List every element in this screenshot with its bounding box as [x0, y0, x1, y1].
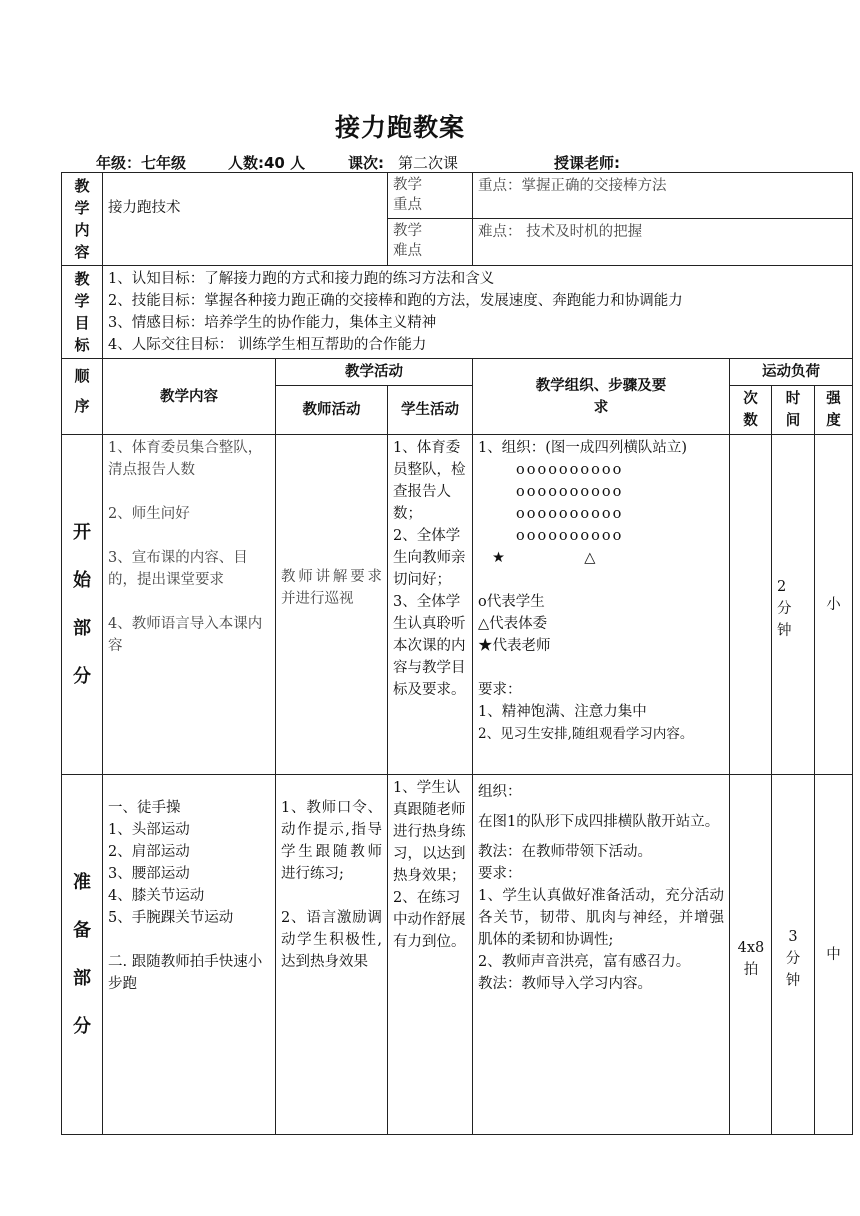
content-item: 一、徒手操: [108, 800, 181, 816]
content-item: 1、体育委员集合整队，清点报告人数: [108, 440, 263, 478]
formation-row: oooooooooo: [516, 506, 624, 522]
duration-header: 时间: [772, 386, 815, 435]
content-row-label: 教学内容: [62, 173, 103, 266]
requirement-label: 要求：: [478, 682, 522, 698]
formation-row: oooooooooo: [516, 462, 624, 478]
page-title: 接力跑教案: [334, 113, 465, 142]
teacher-label: 授课老师:: [554, 154, 620, 172]
section-start-content: [103, 435, 276, 775]
section-prep-content: [103, 775, 276, 1135]
org-item: 1、学生认真做好准备活动，充分活动各关节，韧带、肌肉与神经，并增强肌体的柔韧和协调性;: [478, 888, 724, 948]
section-prep-times: 4x8拍: [730, 775, 772, 1135]
section-start-teacher: 教师讲解要求并进行巡视: [276, 435, 388, 775]
student-item: 2、全体学生向教师亲切问好；: [393, 528, 466, 588]
content-item: 2、肩部运动: [108, 844, 190, 860]
org-title: 1、组织：(图一成四列横队站立): [478, 440, 688, 456]
monitor-triangle-icon: △: [584, 550, 596, 566]
content-item: 1、头部运动: [108, 822, 190, 838]
content-item: 3、腰部运动: [108, 866, 190, 882]
section-prep-intensity: 中: [815, 775, 853, 1135]
content-item: 2、师生问好: [108, 506, 190, 522]
requirement-item: 2、见习生安排,随组观看学习内容。: [478, 726, 694, 742]
grade-label: 年级：七年级: [96, 154, 187, 172]
teaching-content: 接力跑技术: [103, 173, 388, 266]
org-item: 教法：教师导入学习内容。: [478, 976, 652, 992]
legend-item: o代表学生: [478, 594, 545, 610]
student-activity-header: 学生活动: [388, 386, 473, 435]
org-item: 组织：: [478, 784, 522, 800]
formation-row: oooooooooo: [516, 484, 624, 500]
section-start-times: [730, 435, 772, 775]
lesson-label: 课次:: [348, 154, 384, 172]
section-prep-duration: 3分钟: [772, 775, 815, 1135]
lesson-value: 第二次课: [398, 154, 459, 172]
count-label: 人数:40 人: [228, 154, 306, 172]
times-header: 次数: [730, 386, 772, 435]
section-start-org: [473, 435, 730, 775]
student-item: 1、学生认真跟随老师进行热身练习，以达到热身效果；: [393, 780, 466, 884]
difficulty-text: 难点： 技术及时机的把握: [473, 218, 853, 265]
goal-item: 4、人际交往目标： 训练学生相互帮助的合作能力: [108, 337, 427, 353]
student-item: 1、体育委员整队，检查报告人数；: [393, 440, 466, 522]
student-item: 2、在练习中动作舒展有力到位。: [393, 890, 466, 950]
goals-list: [103, 266, 853, 359]
section-prep-student: [388, 775, 473, 1135]
content-item: 5、手腕踝关节运动: [108, 910, 234, 926]
content-header: 教学内容: [103, 359, 276, 435]
legend-item: ★代表老师: [478, 638, 551, 654]
org-item: 要求：: [478, 866, 522, 882]
section-start-intensity: 小: [815, 435, 853, 775]
section-start-student: [388, 435, 473, 775]
teacher-star-icon: ★: [492, 550, 505, 566]
order-header: 顺序: [62, 359, 103, 435]
section-prep-teacher: [276, 775, 388, 1135]
goals-row-label: 教学目标: [62, 266, 103, 359]
content-item: 二. 跟随教师拍手快速小步跑: [108, 954, 263, 992]
requirement-item: 1、精神饱满、注意力集中: [478, 704, 647, 720]
goal-item: 1、认知目标：了解接力跑的方式和接力跑的练习方法和含义: [108, 271, 495, 287]
org-item: 2、教师声音洪亮，富有感召力。: [478, 954, 691, 970]
key-point-label: 教学重点: [388, 173, 473, 219]
teacher-item: 2、语言激励调动学生积极性,达到热身效果: [281, 910, 382, 970]
section-prep-org: [473, 775, 730, 1135]
formation-row: oooooooooo: [516, 528, 624, 544]
intensity-header: 强度: [815, 386, 853, 435]
difficulty-label: 教学难点: [388, 218, 473, 265]
section-start-duration: 2分钟: [772, 435, 815, 775]
content-item: 4、膝关节运动: [108, 888, 205, 904]
content-item: 4、教师语言导入本课内容: [108, 616, 263, 654]
content-item: 3、宣布课的内容、目的，提出课堂要求: [108, 550, 248, 588]
teacher-activity-header: 教师活动: [276, 386, 388, 435]
section-prep-label: 准备部分: [62, 775, 103, 1135]
org-item: 教法：在教师带领下活动。: [478, 844, 652, 860]
section-start-label: 开始部分: [62, 435, 103, 775]
activity-header: 教学活动: [276, 359, 473, 386]
org-header: 教学组织、步骤及要求: [473, 359, 730, 435]
org-item: 在图1的队形下成四排横队散开站立。: [478, 814, 720, 830]
legend-item: △代表体委: [478, 616, 548, 632]
goal-item: 2、技能目标：掌握各种接力跑正确的交接棒和跑的方法，发展速度、奔跑能力和协调能力: [108, 293, 683, 309]
key-point-text: 重点：掌握正确的交接棒方法: [473, 173, 853, 219]
goal-item: 3、情感目标：培养学生的协作能力，集体主义精神: [108, 315, 437, 331]
lesson-plan-table: [61, 172, 853, 1135]
student-item: 3、全体学生认真聆听本次课的内容与教学目标及要求。: [393, 594, 466, 698]
load-header: 运动负荷: [730, 359, 853, 386]
teacher-item: 1、教师口令、动作提示,指导学生跟随教师进行练习;: [281, 800, 382, 882]
